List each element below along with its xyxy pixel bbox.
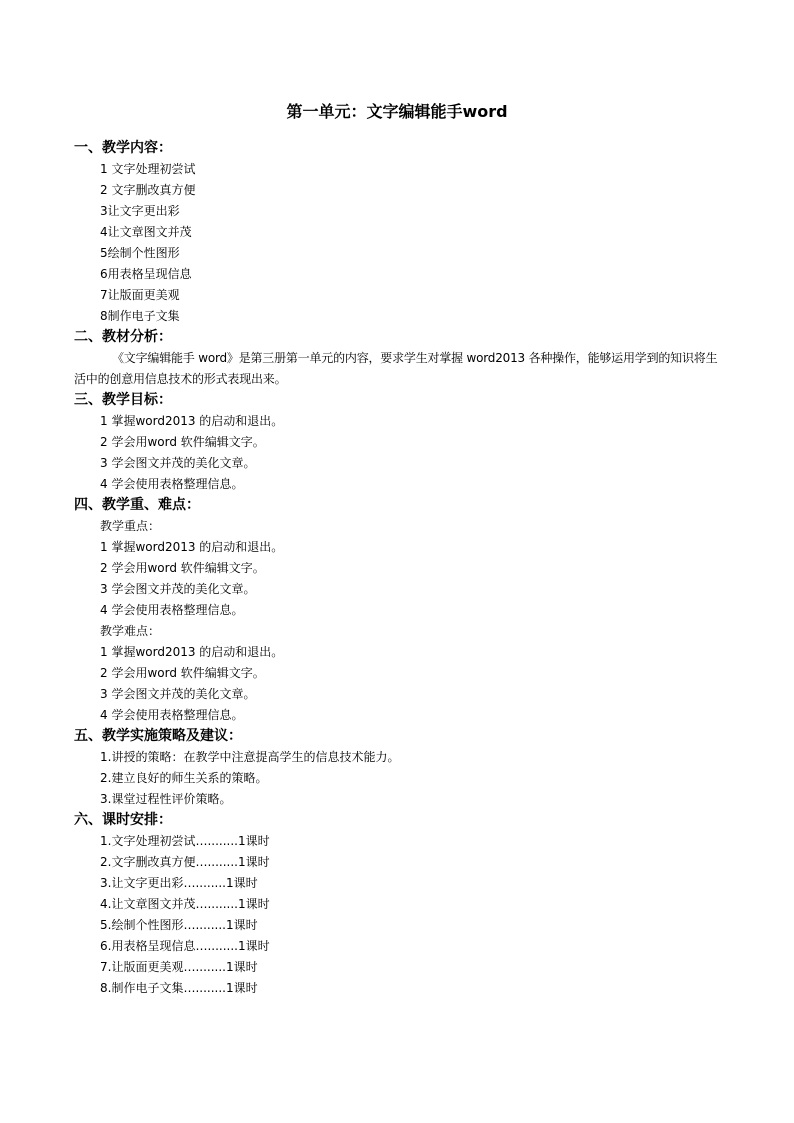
list-item: 2.建立良好的师生关系的策略。 bbox=[100, 771, 268, 785]
page-title: 第一单元：文字编辑能手word bbox=[286, 102, 508, 121]
section-heading-schedule: 六、课时安排： bbox=[74, 812, 172, 828]
analysis-paragraph: 《文字编辑能手 word》是第三册第一单元的内容，要求学生对掌握 word2013 各种操作，能够运用学到的知识将生活中的创意用信息技术的形式表现出来。 bbox=[74, 351, 718, 386]
section-heading-analysis: 二、教材分析： bbox=[74, 329, 172, 345]
list-item: 8制作电子文集 bbox=[100, 309, 180, 323]
list-item: 5.绘制个性图形…........1课时 bbox=[100, 918, 258, 932]
list-item: 5绘制个性图形 bbox=[100, 246, 180, 260]
section-heading-goals: 三、教学目标： bbox=[74, 392, 172, 408]
list-item: 4 学会使用表格整理信息。 bbox=[100, 708, 244, 722]
list-item: 4.让文章图文并茂…........1课时 bbox=[100, 897, 270, 911]
subheading-difficulty: 教学难点： bbox=[100, 624, 161, 638]
list-item: 1 掌握word2013 的启动和退出。 bbox=[100, 645, 284, 659]
list-item: 3 学会图文并茂的美化文章。 bbox=[100, 582, 256, 596]
list-item: 2 文字删改真方便 bbox=[100, 183, 196, 197]
list-item: 3 学会图文并茂的美化文章。 bbox=[100, 687, 256, 701]
list-item: 1 掌握word2013 的启动和退出。 bbox=[100, 414, 284, 428]
list-item: 6.用表格呈现信息…........1课时 bbox=[100, 939, 270, 953]
list-item: 4 学会使用表格整理信息。 bbox=[100, 477, 244, 491]
section-heading-strategy: 五、教学实施策略及建议： bbox=[74, 728, 242, 744]
list-item: 8.制作电子文集…........1课时 bbox=[100, 981, 258, 995]
subheading-focus: 教学重点： bbox=[100, 519, 161, 533]
list-item: 3让文字更出彩 bbox=[100, 204, 180, 218]
section-heading-keypoints: 四、教学重、难点： bbox=[74, 497, 200, 513]
list-item: 3.课堂过程性评价策略。 bbox=[100, 792, 232, 806]
list-item: 3.让文字更出彩…........1课时 bbox=[100, 876, 258, 890]
list-item: 6用表格呈现信息 bbox=[100, 267, 192, 281]
section-heading-content: 一、教学内容： bbox=[74, 140, 172, 156]
list-item: 1.文字处理初尝试…........1课时 bbox=[100, 834, 270, 848]
list-item: 1.讲授的策略：在教学中注意提高学生的信息技术能力。 bbox=[100, 750, 400, 764]
list-item: 2 学会用word 软件编辑文字。 bbox=[100, 561, 265, 575]
list-item: 1 文字处理初尝试 bbox=[100, 162, 196, 176]
list-item: 2.文字删改真方便…........1课时 bbox=[100, 855, 270, 869]
list-item: 4 学会使用表格整理信息。 bbox=[100, 603, 244, 617]
list-item: 7让版面更美观 bbox=[100, 288, 180, 302]
document-body bbox=[74, 138, 724, 999]
list-item: 3 学会图文并茂的美化文章。 bbox=[100, 456, 256, 470]
list-item: 2 学会用word 软件编辑文字。 bbox=[100, 666, 265, 680]
list-item: 7.让版面更美观…........1课时 bbox=[100, 960, 258, 974]
list-item: 4让文章图文并茂 bbox=[100, 225, 192, 239]
list-item: 2 学会用word 软件编辑文字。 bbox=[100, 435, 265, 449]
list-item: 1 掌握word2013 的启动和退出。 bbox=[100, 540, 284, 554]
